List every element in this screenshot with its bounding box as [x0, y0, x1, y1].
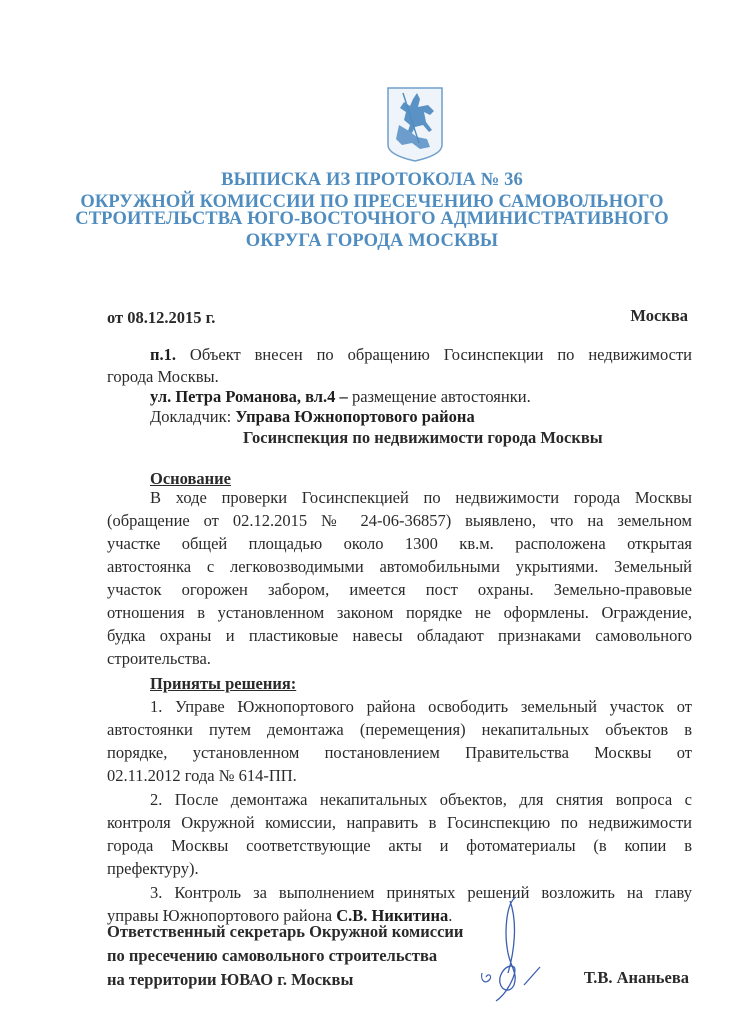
document-subtitle-line: СТРОИТЕЛЬСТВА ЮГО-ВОСТОЧНОГО АДМИНИСТРАТИВНОГО: [75, 209, 669, 229]
protocol-date: от 08.12.2015 г.: [107, 308, 216, 327]
speaker-name: Управа Южнопортового района: [235, 407, 475, 426]
basis-line: будка охраны и пластиковые навесы обладают признаками самовольного: [107, 626, 692, 645]
decisions-heading: Приняты решения:: [150, 674, 297, 693]
document-subtitle-line: ОКРУЖНОЙ КОМИССИИ ПО ПРЕСЕЧЕНИЮ САМОВОЛЬНОГО: [80, 192, 664, 212]
item-text: Объект внесен по обращению Госинспекции по недвижимости: [176, 345, 692, 364]
decision-text: .: [448, 906, 453, 925]
item-address: ул. Петра Романова, вл.4 –: [150, 387, 348, 406]
decision-line: 3. Контроль за выполнением принятых решений возложить на главу: [150, 883, 692, 902]
decision-text: управы Южнопортового района: [107, 906, 337, 925]
signatory-name: Т.В. Ананьева: [583, 968, 689, 987]
document-subtitle-line: ОКРУГА ГОРОДА МОСКВЫ: [245, 231, 499, 251]
basis-line: (обращение от 02.12.2015 № 24-06-36857) выявлено, что на земельном: [107, 511, 692, 530]
signatory-position: по пресечению самовольного строительства: [107, 946, 438, 965]
basis-line: В ходе проверки Госинспекцией по недвижимости города Москвы: [150, 488, 692, 507]
basis-line: автостоянка с легковозводимыми автомобильными укрытиями. Земельный: [107, 557, 692, 576]
signatory-position: Ответственный секретарь Окружной комиссии: [107, 922, 464, 941]
decision-line: 02.11.2012 года № 614-ПП.: [107, 766, 297, 785]
basis-line: участке общей площадью около 1300 кв.м. расположена открытая: [107, 534, 692, 553]
speaker-label: Докладчик:: [150, 407, 236, 426]
decision-line: автостоянки путем демонтажа (перемещения) некапитальных объектов в: [107, 720, 692, 739]
basis-line: строительства.: [107, 649, 211, 668]
basis-heading: Основание: [150, 469, 232, 488]
decision-line: контроля Окружной комиссии, направить в Госинспекцию по недвижимости: [107, 813, 692, 832]
decision-line: города Москвы соответствующие акты и фотоматериалы (в копии в: [107, 836, 692, 855]
decision-line: порядке, установленном постановлением Правительства Москвы от: [107, 743, 692, 762]
protocol-city: Москва: [630, 306, 688, 325]
basis-line: участок огорожен забором, имеется пост охраны. Земельно-правовые: [107, 580, 692, 599]
decision-line: 1. Управе Южнопортового района освободить земельный участок от: [150, 697, 692, 716]
document-title: ВЫПИСКА ИЗ ПРОТОКОЛА № 36: [221, 170, 523, 190]
decision-line: 2. После демонтажа некапитальных объектов, для снятия вопроса с: [150, 790, 692, 809]
basis-line: отношения в установленном законом порядке не оформлены. Ограждение,: [107, 603, 692, 622]
item-line: города Москвы.: [107, 367, 219, 386]
moscow-coat-of-arms-emblem: [385, 85, 445, 163]
decision-line: префектуру).: [107, 859, 199, 878]
speaker-name: Госинспекция по недвижимости города Москвы: [243, 428, 603, 447]
signatory-position: на территории ЮВАО г. Москвы: [107, 970, 354, 989]
item-address-desc: размещение автостоянки.: [347, 387, 531, 406]
speaker-line: [150, 407, 475, 427]
item-label: п.1.: [150, 345, 177, 364]
item-line: [150, 345, 692, 365]
item-address-line: [150, 387, 531, 407]
handwritten-signature: [478, 893, 548, 1008]
responsible-person: С.В. Никитина: [336, 906, 449, 925]
